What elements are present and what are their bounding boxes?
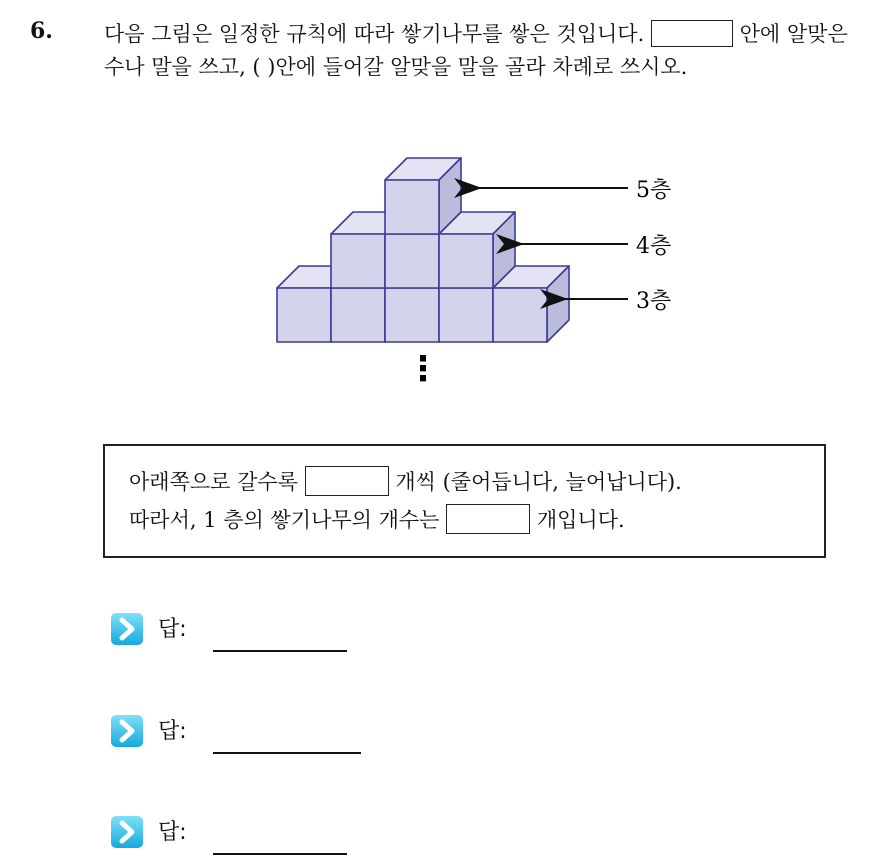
rule-line-1 (129, 466, 682, 497)
rule-line-2-after: 개입니다. (536, 508, 625, 532)
chevron-right-icon (110, 714, 144, 748)
answer-line[interactable] (213, 752, 361, 754)
rule-line-1-before: 아래쪽으로 갈수록 (129, 470, 298, 494)
answer-line[interactable] (213, 650, 347, 652)
question-number: 6. (30, 18, 53, 44)
cube-stack (277, 158, 569, 342)
rule-box (103, 444, 826, 558)
answer-label: 답: (158, 617, 187, 642)
cube-front-face (439, 288, 493, 342)
rule-line-2 (129, 504, 625, 535)
rule-blank-2 (446, 504, 530, 534)
answer-label: 답: (158, 820, 187, 845)
layer-label-4: 4층 (636, 234, 672, 259)
rule-blank-1 (305, 466, 389, 496)
block-figure (0, 0, 884, 420)
cube-front-face (331, 234, 385, 288)
cube-front-face (385, 234, 439, 288)
rule-line-1-after: 개씩 (줄어듭니다, 늘어납니다). (395, 470, 682, 494)
layer-label-3: 3층 (636, 289, 672, 314)
chevron-right-icon (110, 815, 144, 849)
cube-front-face (331, 288, 385, 342)
question-text-part1: 다음 그림은 일정한 규칙에 따라 쌓기나무를 쌓은 것입니다. (104, 22, 645, 46)
answer-line[interactable] (213, 853, 347, 855)
question-text-part2: 안에 알맞은 수나 말을 쓰고, ( )안에 들어갈 알맞을 말을 골라 차례로 쓰시오. (104, 22, 848, 79)
rule-line-2-before: 따라서, 1 층의 쌓기나무의 개수는 (129, 508, 440, 532)
layer-label-5: 5층 (636, 178, 672, 203)
cube-front-face (439, 234, 493, 288)
cube-front-face (385, 180, 439, 234)
answer-label: 답: (158, 719, 187, 744)
cube-front-face (493, 288, 547, 342)
chevron-right-icon (110, 612, 144, 646)
cube-front-face (277, 288, 331, 342)
cube-front-face (385, 288, 439, 342)
continuation-dots: ⋮ (406, 349, 440, 389)
